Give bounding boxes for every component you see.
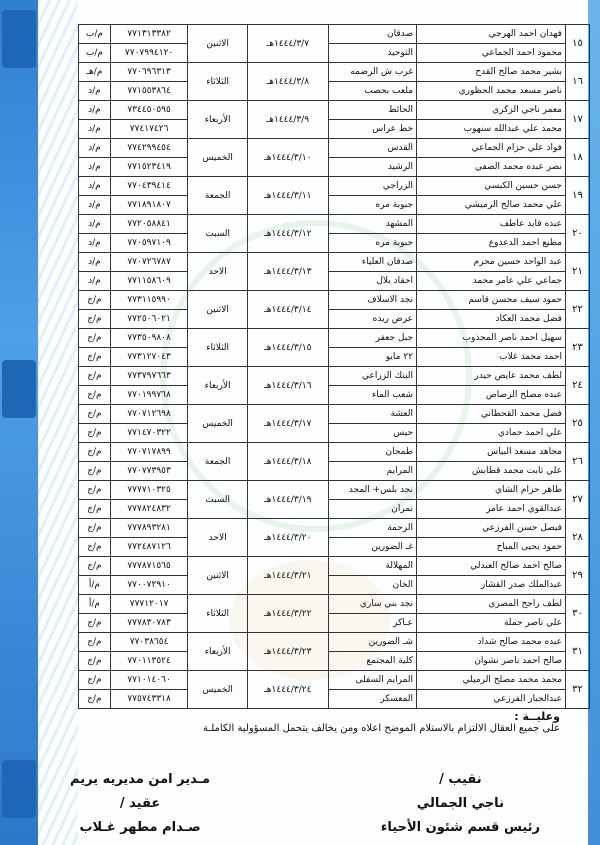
phone-cell: ٧٧٠٧٧٣٩٥٣ [110,462,188,481]
location: الزراجي [328,177,416,196]
code-cell: م/ج [79,348,111,367]
code-cell: م/ج [79,652,111,671]
person-name: صالح احمد ناصر نشوان [417,652,566,671]
day-cell: الخميس [188,139,248,177]
day-cell: الاثنين [188,557,248,595]
signature-rank: نقيب / [439,772,482,787]
phone-cell: ٧٧٧١٢٠١٧ [110,595,188,614]
table-row [79,367,590,386]
signature-position: رئيس قسم شئون الأحياء [380,820,540,835]
row-number: ٢١ [565,253,589,291]
location: ٢٢ مايو [328,348,416,367]
table-row [79,310,590,329]
table-row [79,234,590,253]
code-cell: م/ج [79,519,111,538]
table-row [79,595,590,614]
phone-cell: ٧٧٥٧٤٣٣١٨ [110,690,188,709]
phone-cell: ٧٧٠٦٩٦٣١٣ [110,63,188,82]
code-cell: م/د [79,196,111,215]
date-cell: ١٤٤٤/٣/١٦هـ [247,367,328,405]
table-row [79,462,590,481]
signature-left [70,768,210,840]
code-cell: م/د [79,158,111,177]
location: نجد الاسلاف [328,291,416,310]
row-number: ٢٨ [565,519,589,557]
code-cell: م/ج [79,329,111,348]
phone-cell: ٧٧٤١٧٤٢٦ [110,120,188,139]
code-cell: م/ج [79,443,111,462]
location: غرب ش الرضمه [328,63,416,82]
table-row [79,481,590,500]
date-cell: ١٤٤٤/٣/١٣هـ [247,253,328,291]
date-cell: ١٤٤٤/٣/٢١هـ [247,557,328,595]
code-cell: م/ج [79,538,111,557]
person-name: لطف محمد عايض حيدر [417,367,566,386]
location: القدس [328,139,416,158]
table-row [79,177,590,196]
code-cell: م/ج [79,557,111,576]
person-name: عبده محمد صالح شداد [417,633,566,652]
day-cell: الخميس [188,671,248,709]
day-cell: الثلاثاء [188,329,248,367]
person-name: صالح احمد صالح العبدلي [417,557,566,576]
person-name: عبد الواحد حسين محرم [417,253,566,272]
location: نمران [328,500,416,519]
code-cell: م/د [79,272,111,291]
table-row [79,424,590,443]
phone-cell: ٧٧١٨٩١٨٠٧ [110,196,188,215]
phone-cell: ٧٧٤٢٩٩٤٥٤ [110,139,188,158]
notes-section [203,710,560,734]
person-name: علي محمد صالح الرميشي [417,196,566,215]
table-row [79,519,590,538]
phone-cell: ٧٧٧٨٢٤٨٣٢ [110,500,188,519]
watermark-logo [2,360,36,418]
code-cell: م/ج [79,405,111,424]
table-row [79,44,590,63]
table-row [79,652,590,671]
table-row [79,348,590,367]
date-cell: ١٤٤٤/٣/٢٢هـ [247,595,328,633]
row-number: ١٧ [565,101,589,139]
day-cell: الاثنين [188,291,248,329]
code-cell: م/ب [79,25,111,44]
phone-cell: ٧٧٠٧١٢٦٩٨ [110,405,188,424]
table-row [79,500,590,519]
location: البنك الزراعي [328,367,416,386]
code-cell: م/د [79,253,111,272]
code-cell: م/ج [79,481,111,500]
row-number: ١٩ [565,177,589,215]
location: المعسكر [328,690,416,709]
person-name: عبدالقوي احمد عامر [417,500,566,519]
row-number: ٢٠ [565,215,589,253]
location: جبوبة مره [328,196,416,215]
notes-title: وعليــة : [514,710,560,723]
date-cell: ١٤٤٤/٣/٧هـ [247,25,328,63]
row-number: ٢٧ [565,481,589,519]
table-row [79,63,590,82]
person-name: مطيع احمد الدعدوع [417,234,566,253]
table-row [79,386,590,405]
row-number: ٢٦ [565,443,589,481]
phone-cell: ٧٧٢٠٥٨٨٤١ [110,215,188,234]
row-number: ٢٥ [565,405,589,443]
person-name: فيصل حسن الفرزعي [417,519,566,538]
person-name: حسن حسين الكبسي [417,177,566,196]
person-name: سهيل احمد ناصر المجذوب [417,329,566,348]
person-name: فضل محمد القحطاني [417,405,566,424]
day-cell: الاثنين [188,25,248,63]
table-row [79,557,590,576]
row-number: ٣١ [565,633,589,671]
code-cell: م/هـ [79,63,111,82]
location: الرحمة [328,519,416,538]
left-decorative-strip [0,0,38,845]
table-row [79,25,590,44]
phone-cell: ٧٧٧٧١٠٣٢٥ [110,481,188,500]
phone-cell: ٧٧٠٧٩٩٤١٢٠ [110,44,188,63]
phone-cell: ٧٧٠٣٨٦٥٤ [110,633,188,652]
table-row [79,405,590,424]
location: صدقان العلياء [328,253,416,272]
phone-cell: ٧٧٠٧١٧٨٩٩ [110,443,188,462]
location: الرشيد [328,158,416,177]
day-cell: الجمعة [188,443,248,481]
location: احقاد بلال [328,272,416,291]
code-cell: م/د [79,139,111,158]
table-row [79,120,590,139]
location: المرايم السفلى [328,671,416,690]
location: طمحان [328,443,416,462]
code-cell: م/د [79,101,111,120]
table-row [79,253,590,272]
date-cell: ١٤٤٤/٣/١٠هـ [247,139,328,177]
date-cell: ١٤٤٤/٣/١٩هـ [247,481,328,519]
decorative-stripes [38,0,78,845]
code-cell: م/ج [79,367,111,386]
code-cell: م/د [79,120,111,139]
table-row [79,633,590,652]
code-cell: م/د [79,177,111,196]
code-cell: م/د [79,215,111,234]
person-name: بشير محمد صالح القدح [417,63,566,82]
phone-cell: ٧٧٠١١٣٥٢٤ [110,652,188,671]
phone-cell: ٧٧٢٤٨٧١٢٦ [110,538,188,557]
phone-cell: ٧٧٢٥٠٦٠٢١ [110,310,188,329]
location: العشة [328,405,416,424]
phone-cell: ٧٧٠٤٣٩٤١٤ [110,177,188,196]
date-cell: ١٤٤٤/٣/٢٤هـ [247,671,328,709]
person-name: عبده قايد عاطف [417,215,566,234]
signature-position: مـدير امن مديريه يريم [70,772,211,787]
table-row [79,139,590,158]
table-row [79,614,590,633]
location: شعب الماء [328,386,416,405]
code-cell: م/أ [79,576,111,595]
person-name: معمر ناجي الزكري [417,101,566,120]
code-cell: م/ج [79,291,111,310]
phone-cell: ٧٧١١٥٨٦٠٩ [110,272,188,291]
person-name: علي ناصر حملة [417,614,566,633]
phone-cell: ٧٧١٥٢٣٤١٩ [110,158,188,177]
phone-cell: ٧٧٠٧٢٦٧٨٧ [110,253,188,272]
person-name: محمود احمد الجماعي [417,44,566,63]
location: التوحيد [328,44,416,63]
day-cell: الثلاثاء [188,595,248,633]
day-cell: الثلاثاء [188,63,248,101]
row-number: ١٦ [565,63,589,101]
location: ملعب بحصب [328,82,416,101]
row-number: ٣٠ [565,595,589,633]
table-row [79,576,590,595]
person-name: فهدان احمد الهرجي [417,25,566,44]
code-cell: م/د [79,82,111,101]
table-row [79,272,590,291]
phone-cell: ٧٧٧٨٧١٥٦٥ [110,557,188,576]
location: جبوبة مره [328,234,416,253]
signature-name: صـدام مطهر غـلاب [79,820,201,835]
phone-cell: ٧٧١٤٧٠٣٢٢ [110,424,188,443]
table-row [79,291,590,310]
phone-cell: ٧٧٧٨٣٠٧٨٣ [110,614,188,633]
code-cell: م/ج [79,386,111,405]
code-cell: م/د [79,234,111,253]
location: كلية المجتمع [328,652,416,671]
person-name: حمود يحيى المباح [417,538,566,557]
table-row [79,690,590,709]
table-row [79,215,590,234]
location: نجد بني ساري [328,595,416,614]
person-name: احمد محمد غلاب [417,348,566,367]
code-cell: م/ج [79,310,111,329]
table-row [79,538,590,557]
date-cell: ١٤٤٤/٣/١٧هـ [247,405,328,443]
date-cell: ١٤٤٤/٣/٩هـ [247,101,328,139]
code-cell: م/أ [79,595,111,614]
row-number: ١٥ [565,25,589,63]
phone-cell: ٧٧١٥٥٣٨٦٤ [110,82,188,101]
phone-cell: ٧٧٣١٢٧٠٤٣ [110,348,188,367]
code-cell: م/ب [79,44,111,63]
day-cell: الأربعاء [188,101,248,139]
day-cell: الاحد [188,519,248,557]
date-cell: ١٤٤٤/٣/٨هـ [247,63,328,101]
person-name: فضل محمد العكاد [417,310,566,329]
signature-rank: عقيد / [119,796,161,811]
table-row [79,158,590,177]
location: خط عراس [328,120,416,139]
phone-cell: ٧٧٣١١٥٩٩٠ [110,291,188,310]
row-number: ٢٩ [565,557,589,595]
code-cell: م/ج [79,500,111,519]
person-name: حمود سيف محسن قاسم [417,291,566,310]
location: عـاكر [328,614,416,633]
table-row [79,101,590,120]
person-name: علي ثابت محمد قطابش [417,462,566,481]
location: الخان [328,576,416,595]
day-cell: الأربعاء [188,633,248,671]
table-row [79,82,590,101]
code-cell: م/ج [79,614,111,633]
location: نجد بلس+ المجد [328,481,416,500]
person-name: محمد محمد مصلح الرميلي [417,671,566,690]
signature-name: ناجي الجمالي [416,796,504,811]
person-name: مجاهد مسعد البياس [417,443,566,462]
location: عرض ريده [328,310,416,329]
notes-text: على جميع العقال الالتزام بالاستلام الموضح اعلاه ومن يخالف يتحمل المسؤولية الكاملـة [202,723,560,734]
code-cell: م/ج [79,671,111,690]
code-cell: م/ج [79,690,111,709]
person-name: جماعي علي عامر محمد [417,272,566,291]
row-number: ٢٤ [565,367,589,405]
person-name: علي احمد حمادي [417,424,566,443]
table-row [79,443,590,462]
person-name: ناصر مسعد محمد الحظوري [417,82,566,101]
code-cell: م/ج [79,462,111,481]
row-number: ٢٢ [565,291,589,329]
watermark-logo [2,760,36,818]
date-cell: ١٤٤٤/٣/١١هـ [247,177,328,215]
person-name: محمد علي عبدالله سنهوب [417,120,566,139]
day-cell: الجمعة [188,177,248,215]
day-cell: الخميس [188,405,248,443]
person-name: عبدالملك صدر القشار [417,576,566,595]
phone-cell: ٧٧١٣١٣٣٨٢ [110,25,188,44]
person-name: طاهر حزام الشاي [417,481,566,500]
location: المرايم [328,462,416,481]
location: المشهد [328,215,416,234]
date-cell: ١٤٤٤/٣/١٤هـ [247,291,328,329]
location: حيس [328,424,416,443]
location: جبل جعفر [328,329,416,348]
location: غـ الضورين [328,538,416,557]
person-name: نصر عبده محمد الصفي [417,158,566,177]
row-number: ١٨ [565,139,589,177]
location: صدقان [328,25,416,44]
row-number: ٢٣ [565,329,589,367]
phone-cell: ٧٧٠٠٧٢٩١٠ [110,576,188,595]
phone-cell: ٧٧٣٧٩٧٦٦٣ [110,367,188,386]
signature-right [381,768,540,840]
location: شـ الضورين [328,633,416,652]
location: الحائط [328,101,416,120]
row-number: ٣٢ [565,671,589,709]
day-cell: الاحد [188,253,248,291]
person-name: لطف راجح المصري [417,595,566,614]
table-row [79,196,590,215]
day-cell: السبت [188,481,248,519]
phone-cell: ٧٧٣٥٠٩٨٠٨ [110,329,188,348]
person-name: فواد علي حزام الجماعي [417,139,566,158]
table-row [79,329,590,348]
schedule-table [78,24,590,709]
code-cell: م/ج [79,424,111,443]
date-cell: ١٤٤٤/٣/١٢هـ [247,215,328,253]
person-name: عبدالجبار الفرزعي [417,690,566,709]
code-cell: م/ج [79,633,111,652]
date-cell: ١٤٤٤/٣/١٥هـ [247,329,328,367]
date-cell: ١٤٤٤/٣/١٨هـ [247,443,328,481]
location: المهلالة [328,557,416,576]
phone-cell: ٧٣٤٤٥٠٥٩٥ [110,101,188,120]
date-cell: ١٤٤٤/٣/٢٠هـ [247,519,328,557]
table-row [79,671,590,690]
phone-cell: ٧٧١٠١٤٠٦٠ [110,671,188,690]
date-cell: ١٤٤٤/٣/٢٣هـ [247,633,328,671]
day-cell: الأربعاء [188,367,248,405]
person-name: عبده مصلح الرصاص [417,386,566,405]
phone-cell: ٧٧٧٨٩٣٢٨١ [110,519,188,538]
watermark-logo [2,10,36,68]
phone-cell: ٧٧٠٥٩٧١٠٩ [110,234,188,253]
day-cell: السبت [188,215,248,253]
phone-cell: ٧٧٠١٩٩٧٦٨ [110,386,188,405]
